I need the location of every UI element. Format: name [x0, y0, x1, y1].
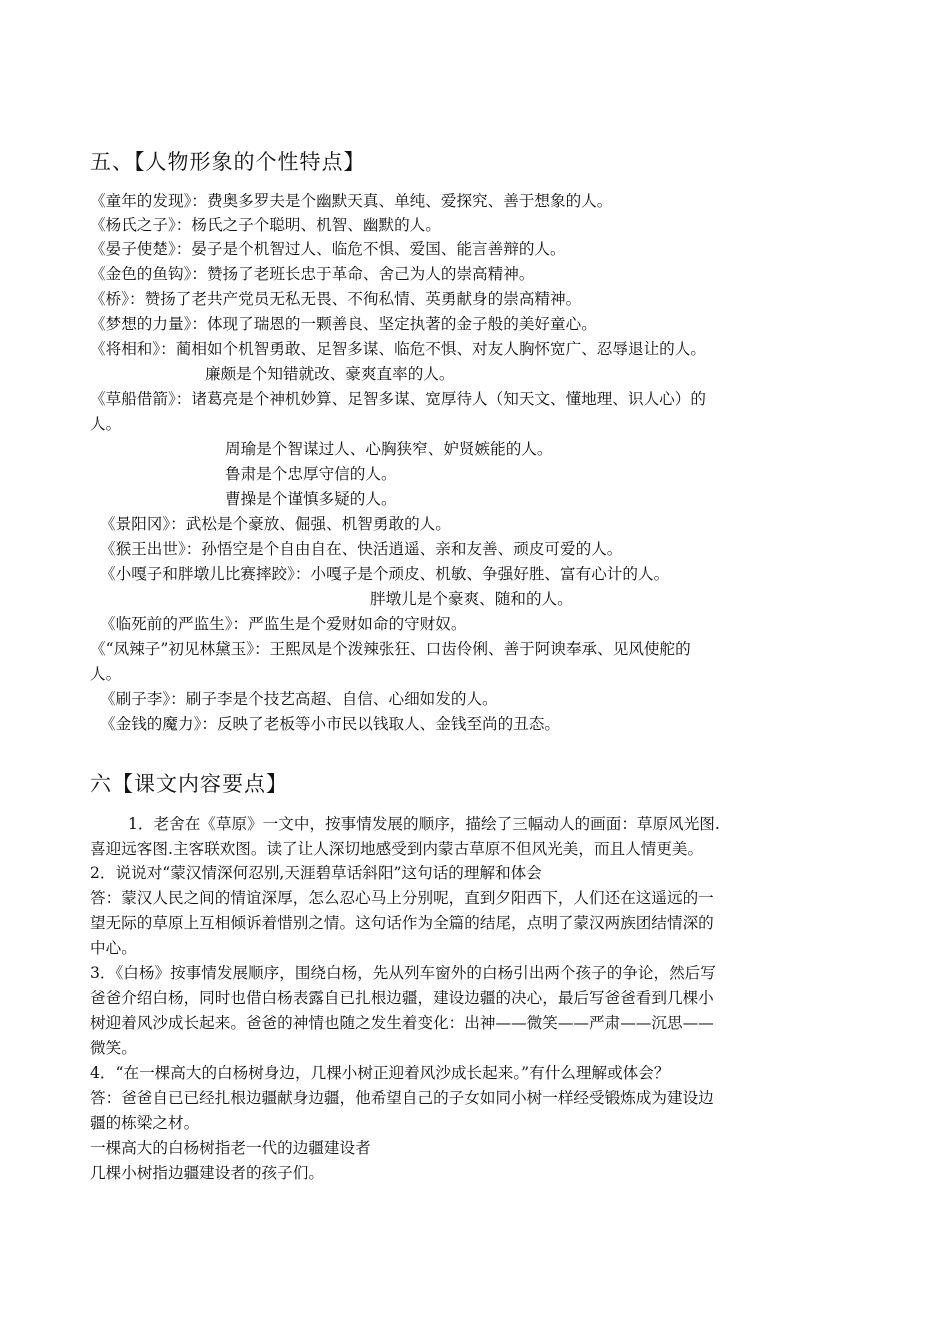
content-line: 一棵高大的白杨树指老一代的边疆建设者: [90, 1139, 371, 1157]
content-line: 望无际的草原上互相倾诉着惜别之情。这句话作为全篇的结尾，点明了蒙汉两族团结情深的: [90, 914, 714, 932]
character-line: 《“凤辣子”初见林黛玉》：王熙凤是个泼辣张狂、口齿伶俐、善于阿谀奉承、见风使舵的: [90, 640, 691, 658]
character-line: 《金色的鱼钩》：赞扬了老班长忠于革命、舍己为人的崇高精神。: [90, 265, 535, 283]
content-line: 答：蒙汉人民之间的情谊深厚，怎么忍心马上分别呢，直到夕阳西下，人们还在这遥远的一: [90, 889, 714, 907]
content-line: 2．说说对“蒙汉情深何忍别,天涯碧草话斜阳”这句话的理解和体会: [90, 864, 542, 882]
character-line: 《将相和》：蔺相如个机智勇敢、足智多谋、临危不惧、对友人胸怀宽广、忍辱退让的人。: [90, 340, 706, 358]
character-line: 《小嘎子和胖墩儿比赛摔跤》：小嘎子是个顽皮、机敏、争强好胜、富有心计的人。: [100, 565, 670, 583]
character-line: 《草船借箭》：诸葛亮是个神机妙算、足智多谋、宽厚待人（知天文、懂地理、识人心）的: [90, 390, 706, 408]
content-line: 4．“在一棵高大的白杨树身边，几棵小树正迎着风沙成长起来。”有什么理解或体会？: [90, 1064, 670, 1082]
content-line: 微笑。: [90, 1039, 137, 1057]
character-line: 人。: [90, 665, 122, 683]
content-line: 树迎着风沙成长起来。爸爸的神情也随之发生着变化：出神——微笑——严肃——沉思——: [90, 1014, 714, 1032]
character-line: 人。: [90, 415, 122, 433]
content-line: 3．《白杨》按事情发展顺序，围绕白杨，先从列车窗外的白杨引出两个孩子的争论，然后写: [90, 964, 716, 982]
character-line: 《景阳冈》：武松是个豪放、倔强、机智勇敢的人。: [100, 515, 451, 533]
content-line: 1．老舍在《草原》一文中，按事情发展的顺序，描绘了三幅动人的画面：草原风光图.: [128, 815, 720, 833]
character-line: 周瑜是个智谋过人、心胸狭窄、妒贤嫉能的人。: [225, 440, 553, 458]
character-line: 《杨氏之子》：杨氏之子个聪明、机智、幽默的人。: [90, 216, 441, 234]
character-line: 《桥》：赞扬了老共产党员无私无畏、不徇私情、英勇献身的崇高精神。: [90, 290, 582, 308]
section-five-heading: 五、【人物形象的个性特点】: [90, 150, 366, 174]
content-line: 喜迎远客图.主客联欢图。读了让人深切地感受到内蒙古草原不但风光美，而且人情更美。: [90, 840, 704, 858]
character-line: 《临死前的严监生》：严监生是个爱财如命的守财奴。: [100, 615, 467, 633]
character-line: 鲁肃是个忠厚守信的人。: [225, 465, 397, 483]
character-line: 胖墩儿是个豪爽、随和的人。: [370, 590, 573, 608]
content-line: 中心。: [90, 939, 137, 957]
section-six-heading: 六【课文内容要点】: [90, 772, 288, 796]
character-line: 曹操是个谨慎多疑的人。: [225, 490, 397, 508]
content-line: 爸爸介绍白杨，同时也借白杨表露自已扎根边疆，建设边疆的决心，最后写爸爸看到几棵小: [90, 989, 714, 1007]
character-line: 《梦想的力量》：体现了瑞恩的一颗善良、坚定执著的金子般的美好童心。: [90, 315, 597, 333]
content-line: 答：爸爸自已已经扎根边疆献身边疆，他希望自己的子女如同小树一样经受锻炼成为建设边: [90, 1089, 714, 1107]
content-line: 几棵小树指边疆建设者的孩子们。: [90, 1164, 324, 1182]
content-line: 疆的栋梁之材。: [90, 1114, 200, 1132]
character-line: 廉颇是个知错就改、豪爽直率的人。: [205, 365, 455, 383]
character-line: 《猴王出世》：孙悟空是个自由自在、快活逍遥、亲和友善、顽皮可爱的人。: [100, 540, 623, 558]
character-line: 《金钱的魔力》：反映了老板等小市民以钱取人、金钱至尚的丑态。: [100, 715, 561, 733]
character-line: 《刷子李》：刷子李是个技艺高超、自信、心细如发的人。: [100, 690, 498, 708]
character-line: 《童年的发现》：费奥多罗夫是个幽默天真、单纯、爱探究、善于想象的人。: [90, 192, 613, 210]
character-line: 《晏子使楚》：晏子是个机智过人、临危不惧、爱国、能言善辩的人。: [90, 240, 566, 258]
